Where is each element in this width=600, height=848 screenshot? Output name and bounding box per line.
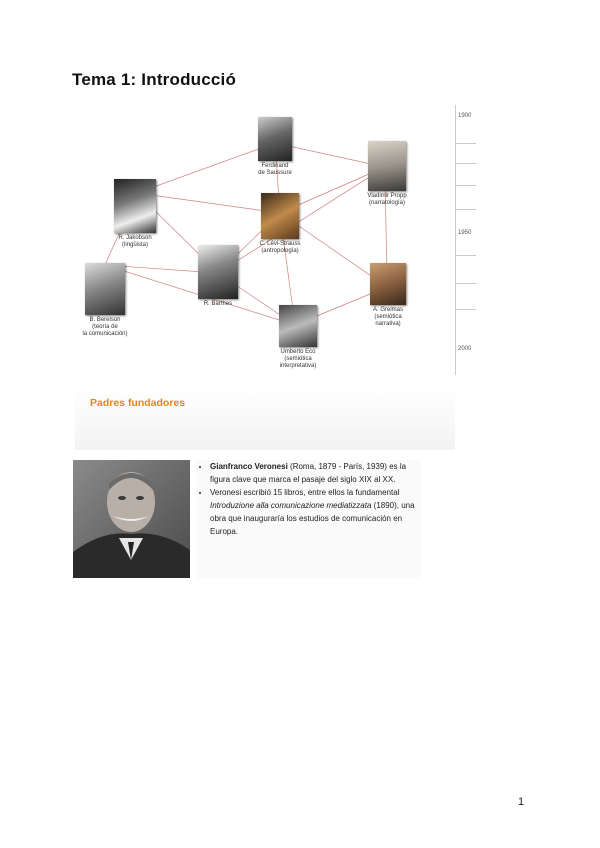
timeline-tick [456,143,476,144]
node-label: A. Greimas (semiótica narrativa) [372,307,403,327]
timeline-tick [456,209,476,210]
bio-text: (Roma, 1879 - París, 1939) es la figura clave que marca el pasaje del siglo XIX al XX. [210,462,407,484]
timeline-tick [456,163,476,164]
node-label: Ferdinand de Saussure [258,163,292,176]
page-title: Tema 1: Introducció [72,70,237,89]
timeline-tick [456,255,476,256]
node-label: B. Berelson (teoría de la comunicación) [82,317,128,337]
timeline-year: 1950 [458,230,472,236]
eco-portrait [279,305,317,347]
node-barthes [188,245,248,308]
node-label: C. Lévi-Strauss (antropología) [259,241,301,254]
node-label: Vladimir Propp (narratología) [367,193,407,206]
timeline-axis [455,105,480,375]
node-label: R. Jakobson (lingüista) [118,235,152,248]
section-banner [75,385,455,450]
node-saussure [245,117,305,177]
node-propp [357,141,417,207]
barthes-portrait [198,245,238,299]
node-label: R. Barthes [203,301,233,307]
list-item [210,486,421,538]
node-eco [267,305,329,370]
timeline-tick [456,185,476,186]
bio-text: Veronesi escribió 15 libros, entre ellos la fundamental [210,488,400,497]
berelson-portrait [85,263,125,315]
saussure-portrait [258,117,292,161]
page-number: 1 [518,796,525,808]
book-title: Introduzione alla comunicazione mediatizzata [210,501,372,510]
veronesi-portrait [73,460,190,578]
bio-text: (1890), una obra que inauguraría los estudios de comunicación en Europa. [210,501,415,536]
list-item [210,460,421,486]
node-berelson [75,263,135,338]
biography-list [196,460,421,538]
propp-portrait [368,141,406,191]
semiotics-network-diagram [75,105,455,377]
greimas-portrait [370,263,406,305]
timeline-tick [456,309,476,310]
biography-text [196,460,421,578]
person-name: Gianfranco Veronesi [210,462,288,471]
node-label: Umberto Eco (semiótica interpretativa) [279,349,317,369]
node-greimas [359,263,417,328]
node-jakobson [103,179,167,249]
jakobson-portrait [114,179,156,233]
section-title: Padres fundadores [90,397,186,409]
veronesi-photo-svg [73,460,190,578]
node-levi-strauss [249,193,311,255]
timeline-year: 1900 [458,113,472,119]
levi-strauss-portrait [261,193,299,239]
timeline-tick [456,283,476,284]
timeline-year: 2000 [458,346,472,352]
